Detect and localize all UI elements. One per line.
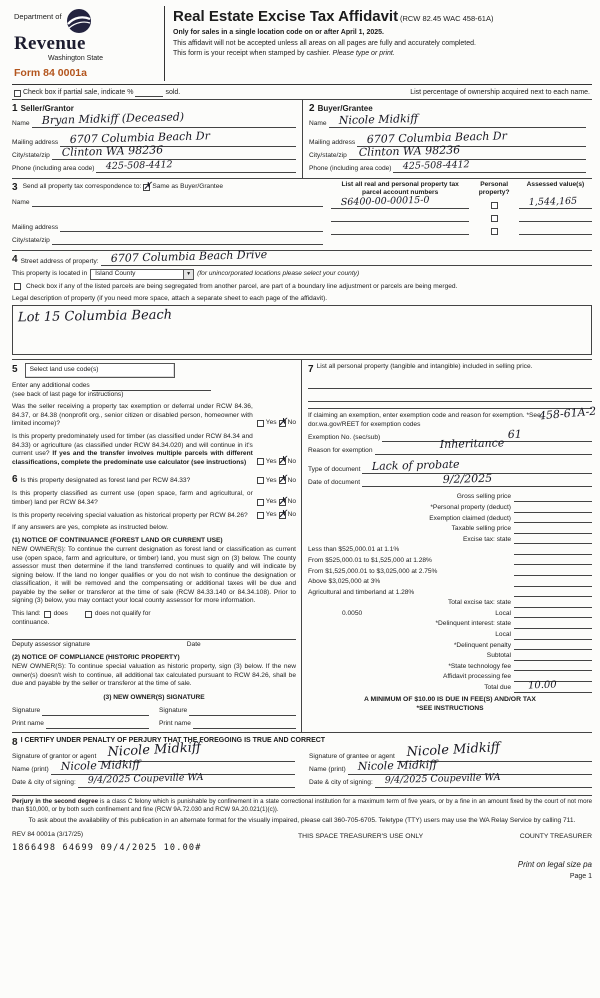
partial-sale-suffix: sold. [165,88,181,96]
current-use-question [12,490,296,507]
street-address-field[interactable] [101,247,592,266]
deputy-assessor-label: Deputy assessor signature [12,641,91,649]
parcel-table [331,181,592,245]
buyer-phone-field[interactable] [393,158,586,173]
buyer-phone-value: 425-508-4412 [403,158,471,172]
partial-sale-label: Check box if partial sale, indicate % [22,88,134,96]
bracket-4-label: Above $3,025,000 at 3% [308,578,381,586]
affidavit-processing-fee-label: Affidavit processing fee [442,673,511,681]
exemption-reason-label: Reason for exemption [308,446,373,454]
new-owner-printname-2-label: Print name [159,719,191,727]
section-3-number: 3 [12,182,18,194]
delinquent-interest-local-field[interactable] [514,631,592,640]
assessed-value-field-2[interactable] [519,212,592,222]
buyer-citystatezip-value: Clinton WA 98236 [358,143,461,159]
section-6-number: 6 [12,474,18,486]
revenue-wordmark: Revenue [14,32,86,54]
local-rate-value: 0.0050 [342,609,363,617]
correspondence-mailing-label: Mailing address [12,223,59,231]
document-date-value: 9/2/2025 [442,471,492,487]
segregation-label: Check box if any of the listed parcels are being segregated from another parcel, are part of a boundary line adjustment or parcels are being merged. [26,283,458,291]
exemption-no-value: 61 [507,427,523,442]
exemption-claimed-label: Exemption claimed (deduct) [429,514,511,522]
forest-land-yes-checkbox[interactable] [257,477,264,484]
new-owner-signature-2-label: Signature [159,706,188,714]
buyer-name-label: Name [309,119,327,127]
personal-property-header: Personal property? [478,181,510,196]
forest-land-question [12,473,296,486]
correspondence-name-label: Name [12,198,30,206]
total-excise-state-label: Total excise tax: state [447,599,511,607]
current-use-no-checkmark: ✗ [278,495,287,507]
exemption-deferral-no-checkmark: ✗ [278,417,287,429]
partial-sale-row [12,85,592,99]
money-row-gross [308,491,592,502]
if-any-yes-note: If any answers are yes, complete as instructed below. [12,523,169,531]
grantor-signature-value: Nicole Midkiff [107,739,202,760]
personal-property-intro: List all personal property (tangible and intangible) included in selling price. [316,363,533,371]
exemption-deferral-question [12,403,296,429]
personal-property-deduct-label: *Personal property (deduct) [430,503,511,511]
buyer-name-value: Nicole Midkiff [338,111,418,127]
header-note-1: Only for sales in a single location code on or after April 1, 2025. [173,29,384,36]
gross-selling-price-field[interactable] [514,493,592,502]
historic-property-question-text: Is this property receiving special valuation as historical property per RCW 84.26? [12,512,248,520]
form-rcw-reference: (RCW 82.45 WAC 458-61A) [399,14,494,23]
dept-of-label: Department of [14,12,62,21]
personal-property-checkbox-3[interactable] [491,228,498,235]
predominate-use-yes-label: Yes [265,457,277,465]
new-owner-signature-2-field[interactable] [189,706,296,716]
parcel-row-1 [331,196,592,209]
additional-codes-field[interactable] [92,381,211,391]
minimum-fee-note: A MINIMUM OF $10.00 IS DUE IN FEE(S) AND/OR TAX [364,695,536,703]
county-select[interactable] [90,269,194,280]
total-due-label: Total due [484,684,511,692]
agency-block [12,6,164,81]
parcel-row-2 [331,209,592,222]
money-row-excise-state [308,534,592,545]
section-4-number: 4 [12,254,18,266]
bracket-4-field[interactable] [514,578,592,587]
money-row-agricultural [308,587,592,598]
print-legal-size-note: Print on legal size pa [517,859,592,869]
segregation-checkbox[interactable] [14,283,21,290]
parcel-number-field-1[interactable] [331,194,469,209]
buyer-name-field[interactable] [329,111,586,128]
personal-property-list-field-1[interactable] [308,379,592,389]
current-use-yes-label: Yes [265,497,277,505]
state-technology-fee-field[interactable] [514,662,592,671]
accessibility-notice: To ask about the availability of this publication in an alternate format for the visually impaired, please call 360-705-6705. Teletype (TTY) users may use the WA Relay Service by calling 711. [28,816,576,824]
legal-description-value: Lot 15 Columbia Beach [17,307,173,326]
continuance-label: continuance. [12,618,50,626]
forest-land-yes-label: Yes [265,476,277,484]
money-row-delinquent-penalty [308,640,592,651]
county-select-arrow-icon[interactable]: ▼ [183,270,193,279]
money-row-tech-fee [308,661,592,672]
historic-property-question [12,511,296,521]
correspondence-citystatezip-field[interactable] [52,235,323,245]
bracket-2-label: From $525,000.01 to $1,525,000 at 1.28% [308,556,432,564]
forest-land-no-checkbox[interactable] [278,474,287,486]
grantee-signature-value: Nicole Midkiff [405,739,501,760]
delinquent-interest-local-label: Local [495,631,511,639]
new-owner-signature-1-label: Signature [12,706,41,714]
current-use-question-text: Is this property classified as current use (open space, farm and agricultural, or timber) land per RCW 84.34? [12,490,253,506]
located-in-note: (for unincorporated locations please select your county) [197,270,360,278]
new-owner-signature-1-field[interactable] [42,706,149,716]
money-row-local-2 [308,629,592,640]
document-date-field[interactable] [362,471,592,487]
land-use-select[interactable]: Select land use code(s) [25,363,175,378]
bracket-3-field[interactable] [514,567,592,576]
personal-property-list-field-2[interactable] [308,392,592,402]
correspondence-intro: Send all property tax correspondence to: [22,183,142,191]
document-type-value: Lack of probate [372,457,461,474]
new-owner-signature-title: (3) NEW OWNER(S) SIGNATURE [103,693,205,701]
historic-yes-label: Yes [265,511,277,519]
section-1-number: 1 [12,103,18,115]
local-tax-field[interactable] [514,609,592,618]
grantor-datecity-value: 9/4/2025 Coupeville WA [87,772,204,787]
see-instructions-note: *SEE INSTRUCTIONS [416,705,484,713]
exemption-deferral-no-checkbox[interactable] [278,417,287,429]
seller-phone-field[interactable] [96,158,296,173]
predominate-use-no-checkbox[interactable] [278,455,287,467]
section-5-number: 5 [12,364,18,376]
section-2-title: Buyer/Grantee [317,104,373,114]
grantee-datecity-field[interactable] [375,772,592,788]
new-owner-printname-2-field[interactable] [193,719,296,729]
perjury-notice-bold: Perjury in the second degree [12,797,99,805]
parcel-row-3 [331,222,592,235]
rev-number: REV 84 0001a (3/17/25) [12,831,84,839]
excise-tax-state-label: Excise tax: state [462,535,511,543]
parcel-number-field-2[interactable] [331,212,469,222]
rev-stamp-block [12,831,202,854]
same-as-buyer-label: Same as Buyer/Grantee [152,183,224,191]
county-treasurer-label: COUNTY TREASURER [519,833,592,841]
tax-computation-column [302,360,597,731]
form-title: Real Estate Excise Tax Affidavit [173,8,399,25]
legal-description-field[interactable] [12,305,592,355]
exemption-deferral-no-label: No [287,419,296,427]
page-number: Page 1 [569,873,592,881]
correspondence-mailing-field[interactable] [60,222,323,232]
perjury-notice [12,798,592,814]
notice-continuance-body: NEW OWNER(S): To continue the current designation as forest land or classification as current use (open space, farm and agriculture, or timber) land, you must sign on (3) below. The county assessor must then determine if the land transferred continues to qualify and will indicate by signing below. If the land no longer qualifies or you do not wish to continue the designation or classification, it will be removed and the compensating or additional taxes will be due and payable by the seller or transferor at the time of sale (RCW 84.33.140 or 84.34.108). Prior to signing (3) below, you may contact your local county assessor for more information. [12,546,296,605]
money-row-total-excise [308,597,592,608]
legal-description-label: Legal description of property (if you need more space, attach a separate sheet to each page of the affidavit). [12,294,328,302]
money-row-bracket-3 [308,565,592,576]
land-does-checkbox[interactable] [44,611,51,618]
additional-codes-label: Enter any additional codes [12,382,90,390]
page-footer-right [12,860,592,882]
perjury-notice-rest: is a class C felony which is punishable by confinement in a state correctional institution for a maximum term of five years, or by a fine in an amount fixed by the court of not more than $10,000, or by both such confinement and fine (RCW 9A.72.030 and RCW 9A.20.021(1)(c)). [12,797,593,813]
parcel-number-value-1: S6400-00-00015-0 [340,194,430,208]
cashier-stamp: 1866498 64699 09/4/2025 10.00# [12,842,202,853]
section-1-title: Seller/Grantor [20,104,74,114]
seller-phone-value: 425-508-4412 [106,158,174,172]
agricultural-field[interactable] [514,588,592,597]
deputy-date-label: Date [186,641,201,649]
money-row-bracket-1 [308,544,592,555]
use-and-tax-section [12,359,597,731]
section-8-number: 8 [12,736,18,748]
forest-land-no-checkmark: ✗ [278,474,287,486]
predominate-use-question-bold: If yes and the transfer involves multiple parcels with different classifications, complete the predominate use calculator (see instructions) [12,450,253,466]
notice-compliance-body: NEW OWNER(S): To continue special valuation as historic property, sign (3) below. If the new owner(s) doesn't wish to continue, all additional tax calculated pursuant to RCW 84.26, shall be due and payable by the seller or transferor at the time of sale. [12,663,296,688]
tax-correspondence-section [12,178,592,250]
exemption-deferral-question-text: Was the seller receiving a property tax exemption or deferral under RCW 84.36, 84.37, or 84.38 (nonprofit org., senior citizen or disabled person, homeowner with limited income)? [12,403,253,428]
new-owner-printname-1-field[interactable] [46,719,149,729]
assessed-value-value-1: 1,544,165 [528,195,578,208]
land-does-not-checkbox[interactable] [85,611,92,618]
section-2-number: 2 [309,103,315,115]
exemption-code-handwritten: 458-61A-2 [538,404,597,423]
correspondence-citystatezip-label: City/state/zip [12,236,50,244]
seller-mailing-label: Mailing address [12,138,59,146]
gross-selling-price-label: Gross selling price [456,493,511,501]
grantor-signature-label: Signature of grantor or agent [12,752,97,760]
grantee-datecity-value: 9/4/2025 Coupeville WA [384,772,501,787]
this-land-label: This land: [12,610,41,618]
ownership-percentage-note: List percentage of ownership acquired next to each name. [410,88,590,96]
exemption-deferral-yes-checkbox[interactable] [257,420,264,427]
header-note-2: This affidavit will not be accepted unless all areas on all pages are fully and accurately completed. [173,39,476,47]
money-row-bracket-2 [308,555,592,566]
assessed-value-field-1[interactable] [519,195,592,209]
exemption-block [308,404,597,487]
grantor-datecity-field[interactable] [78,772,295,788]
predominate-use-yes-checkbox[interactable] [257,458,264,465]
exemption-deferral-yes-label: Yes [265,419,277,427]
historic-no-checkmark: ✗ [278,509,287,521]
partial-sale-checkbox[interactable] [14,90,21,97]
predominate-use-no-label: No [287,457,296,465]
form-header [12,6,592,85]
seller-phone-label: Phone (including area code) [12,164,95,172]
same-as-buyer-checkmark: ✗ [143,181,152,193]
forest-land-no-label: No [287,476,296,484]
land-use-column [12,360,302,731]
correspondence-block [12,181,331,245]
street-address-label: Street address of property: [20,257,99,265]
agricultural-label: Agricultural and timberland at 1.28% [308,588,415,596]
new-owner-printname-1-label: Print name [12,719,44,727]
header-note-3 [173,49,592,58]
money-row-delinquent-interest [308,618,592,629]
land-does-not-label: does not qualify for [94,610,151,618]
bracket-3-label: From $1,525,000.01 to $3,025,000 at 2.75% [308,567,438,575]
buyer-phone-label: Phone (including area code) [309,164,392,172]
grantee-printname-label: Name (print) [309,765,346,773]
forest-land-question-text: Is this property designated as forest land per RCW 84.33? [20,477,191,485]
taxable-selling-price-label: Taxable selling price [451,525,511,533]
notice-compliance-title: (2) NOTICE OF COMPLIANCE (HISTORIC PROPERTY) [12,653,180,661]
seller-name-field[interactable] [32,110,296,128]
seller-name-label: Name [12,119,30,127]
parcel-number-field-3[interactable] [331,225,469,235]
land-does-label: does [53,610,68,618]
certify-statement: I CERTIFY UNDER PENALTY OF PERJURY THAT THE FOREGOING IS TRUE AND CORRECT [20,736,326,744]
money-row-local-1 [308,608,592,619]
local-tax-label: Local [495,609,511,617]
subtotal-field[interactable] [514,652,592,661]
exemption-reason-value: Inheritance [439,436,505,452]
grantee-printname-value: Nicole Midkiff [357,758,437,774]
seller-name-value: Bryan Midkiff (Deceased) [41,110,184,127]
buyer-citystatezip-label: City/state/zip [309,151,347,159]
document-date-label: Date of document [308,478,361,486]
current-use-no-label: No [287,497,296,505]
parties-section [12,99,592,178]
state-technology-fee-label: *State technology fee [448,662,511,670]
header-note-3-italic: Please type or print. [332,50,395,58]
exemption-reason-field[interactable] [375,436,592,455]
grantee-signature-label: Signature of grantee or agent [309,752,395,760]
header-note-3-text: This form is your receipt when stamped by cashier. [173,50,331,58]
subtotal-label: Subtotal [486,652,511,660]
personal-property-checkbox-2[interactable] [491,215,498,222]
predominate-use-question-text: Is this property predominately used for timber (as classified under RCW 84.34 and 84.33) or agriculture (as classified under RCW 84.34.020) and will continue in it's current use? [12,433,253,458]
buyer-grantee-block [302,100,592,178]
parcel-numbers-header: List all real and personal property tax parcel account numbers [341,181,459,196]
delinquent-penalty-field[interactable] [514,641,592,650]
section-7-number: 7 [308,364,314,376]
delinquent-penalty-label: *Delinquent penalty [453,641,511,649]
notice-continuance-title: (1) NOTICE OF CONTINUANCE (FOREST LAND OR CURRENT USE) [12,536,223,544]
grantee-datecity-label: Date & city of signing: [309,778,373,786]
partial-sale-percent-field[interactable] [135,89,163,97]
assessed-value-field-3[interactable] [519,225,592,235]
money-row-bracket-4 [308,576,592,587]
total-excise-state-field[interactable] [514,599,592,608]
document-type-label: Type of document [308,465,361,473]
grantor-printname-value: Nicole Midkiff [60,758,140,774]
money-row-total-due [308,679,592,693]
buyer-mailing-label: Mailing address [309,138,356,146]
title-block [164,6,592,81]
money-row-personal [308,502,592,513]
property-location-section [12,247,592,359]
current-use-no-checkbox[interactable] [278,495,287,507]
seller-citystatezip-value: Clinton WA 98236 [61,143,164,159]
correspondence-name-field[interactable] [32,197,323,207]
grantor-printname-label: Name (print) [12,765,49,773]
personal-property-checkbox-1[interactable] [491,202,498,209]
seller-citystatezip-label: City/state/zip [12,151,50,159]
assessed-value-header: Assessed value(s) [526,181,585,189]
seller-mailing-value: 6707 Columbia Beach Dr [69,129,211,146]
excise-tax-state-field[interactable] [514,535,592,544]
historic-yes-checkbox[interactable] [257,512,264,519]
form-footer [12,795,592,882]
seller-citystatezip-field[interactable] [52,143,296,160]
delinquent-interest-state-field[interactable] [514,620,592,629]
money-row-taxable [308,523,592,534]
delinquent-interest-state-label: *Delinquent interest: state [435,620,511,628]
exemption-claimed-field[interactable] [514,514,592,523]
money-row-exemption [308,513,592,524]
buyer-mailing-value: 6707 Columbia Beach Dr [366,129,508,146]
washington-state-label: Washington State [48,55,103,63]
located-in-label: This property is located in [12,270,88,278]
predominate-use-no-checkmark: ✗ [278,455,287,467]
historic-no-checkbox[interactable] [278,509,287,521]
current-use-yes-checkbox[interactable] [257,499,264,506]
grantor-datecity-label: Date & city of signing: [12,778,76,786]
predominate-use-question [12,433,296,467]
money-row-subtotal [308,650,592,661]
bracket-1-field[interactable] [514,546,592,555]
same-as-buyer-checkbox[interactable] [143,181,152,193]
bracket-1-label: Less than $525,000.01 at 1.1% [308,546,400,554]
historic-no-label: No [287,511,296,519]
form-number: Form 84 0001a [14,67,87,80]
exemption-intro: If claiming an exemption, enter exemption code and reason for exemption. *See dor.wa.gov/REET for exemption codes [308,412,541,428]
seller-grantor-block [12,100,302,178]
land-qualify-row [12,610,296,619]
street-address-value: 6707 Columbia Beach Drive [110,247,267,265]
taxable-selling-price-field[interactable] [514,525,592,534]
treasurer-space-label: THIS SPACE TREASURER'S USE ONLY [298,833,424,841]
bracket-2-field[interactable] [514,556,592,565]
personal-property-deduct-field[interactable] [514,504,592,513]
county-select-value: Island County [95,270,136,278]
exemption-no-label: Exemption No. (sec/sub) [308,433,381,441]
grantee-signature-block [309,739,592,788]
certification-section [12,732,592,792]
see-back-note: (see back of last page for instructions) [12,390,124,398]
total-due-field[interactable] [514,679,592,693]
total-due-value: 10.00 [527,679,557,692]
